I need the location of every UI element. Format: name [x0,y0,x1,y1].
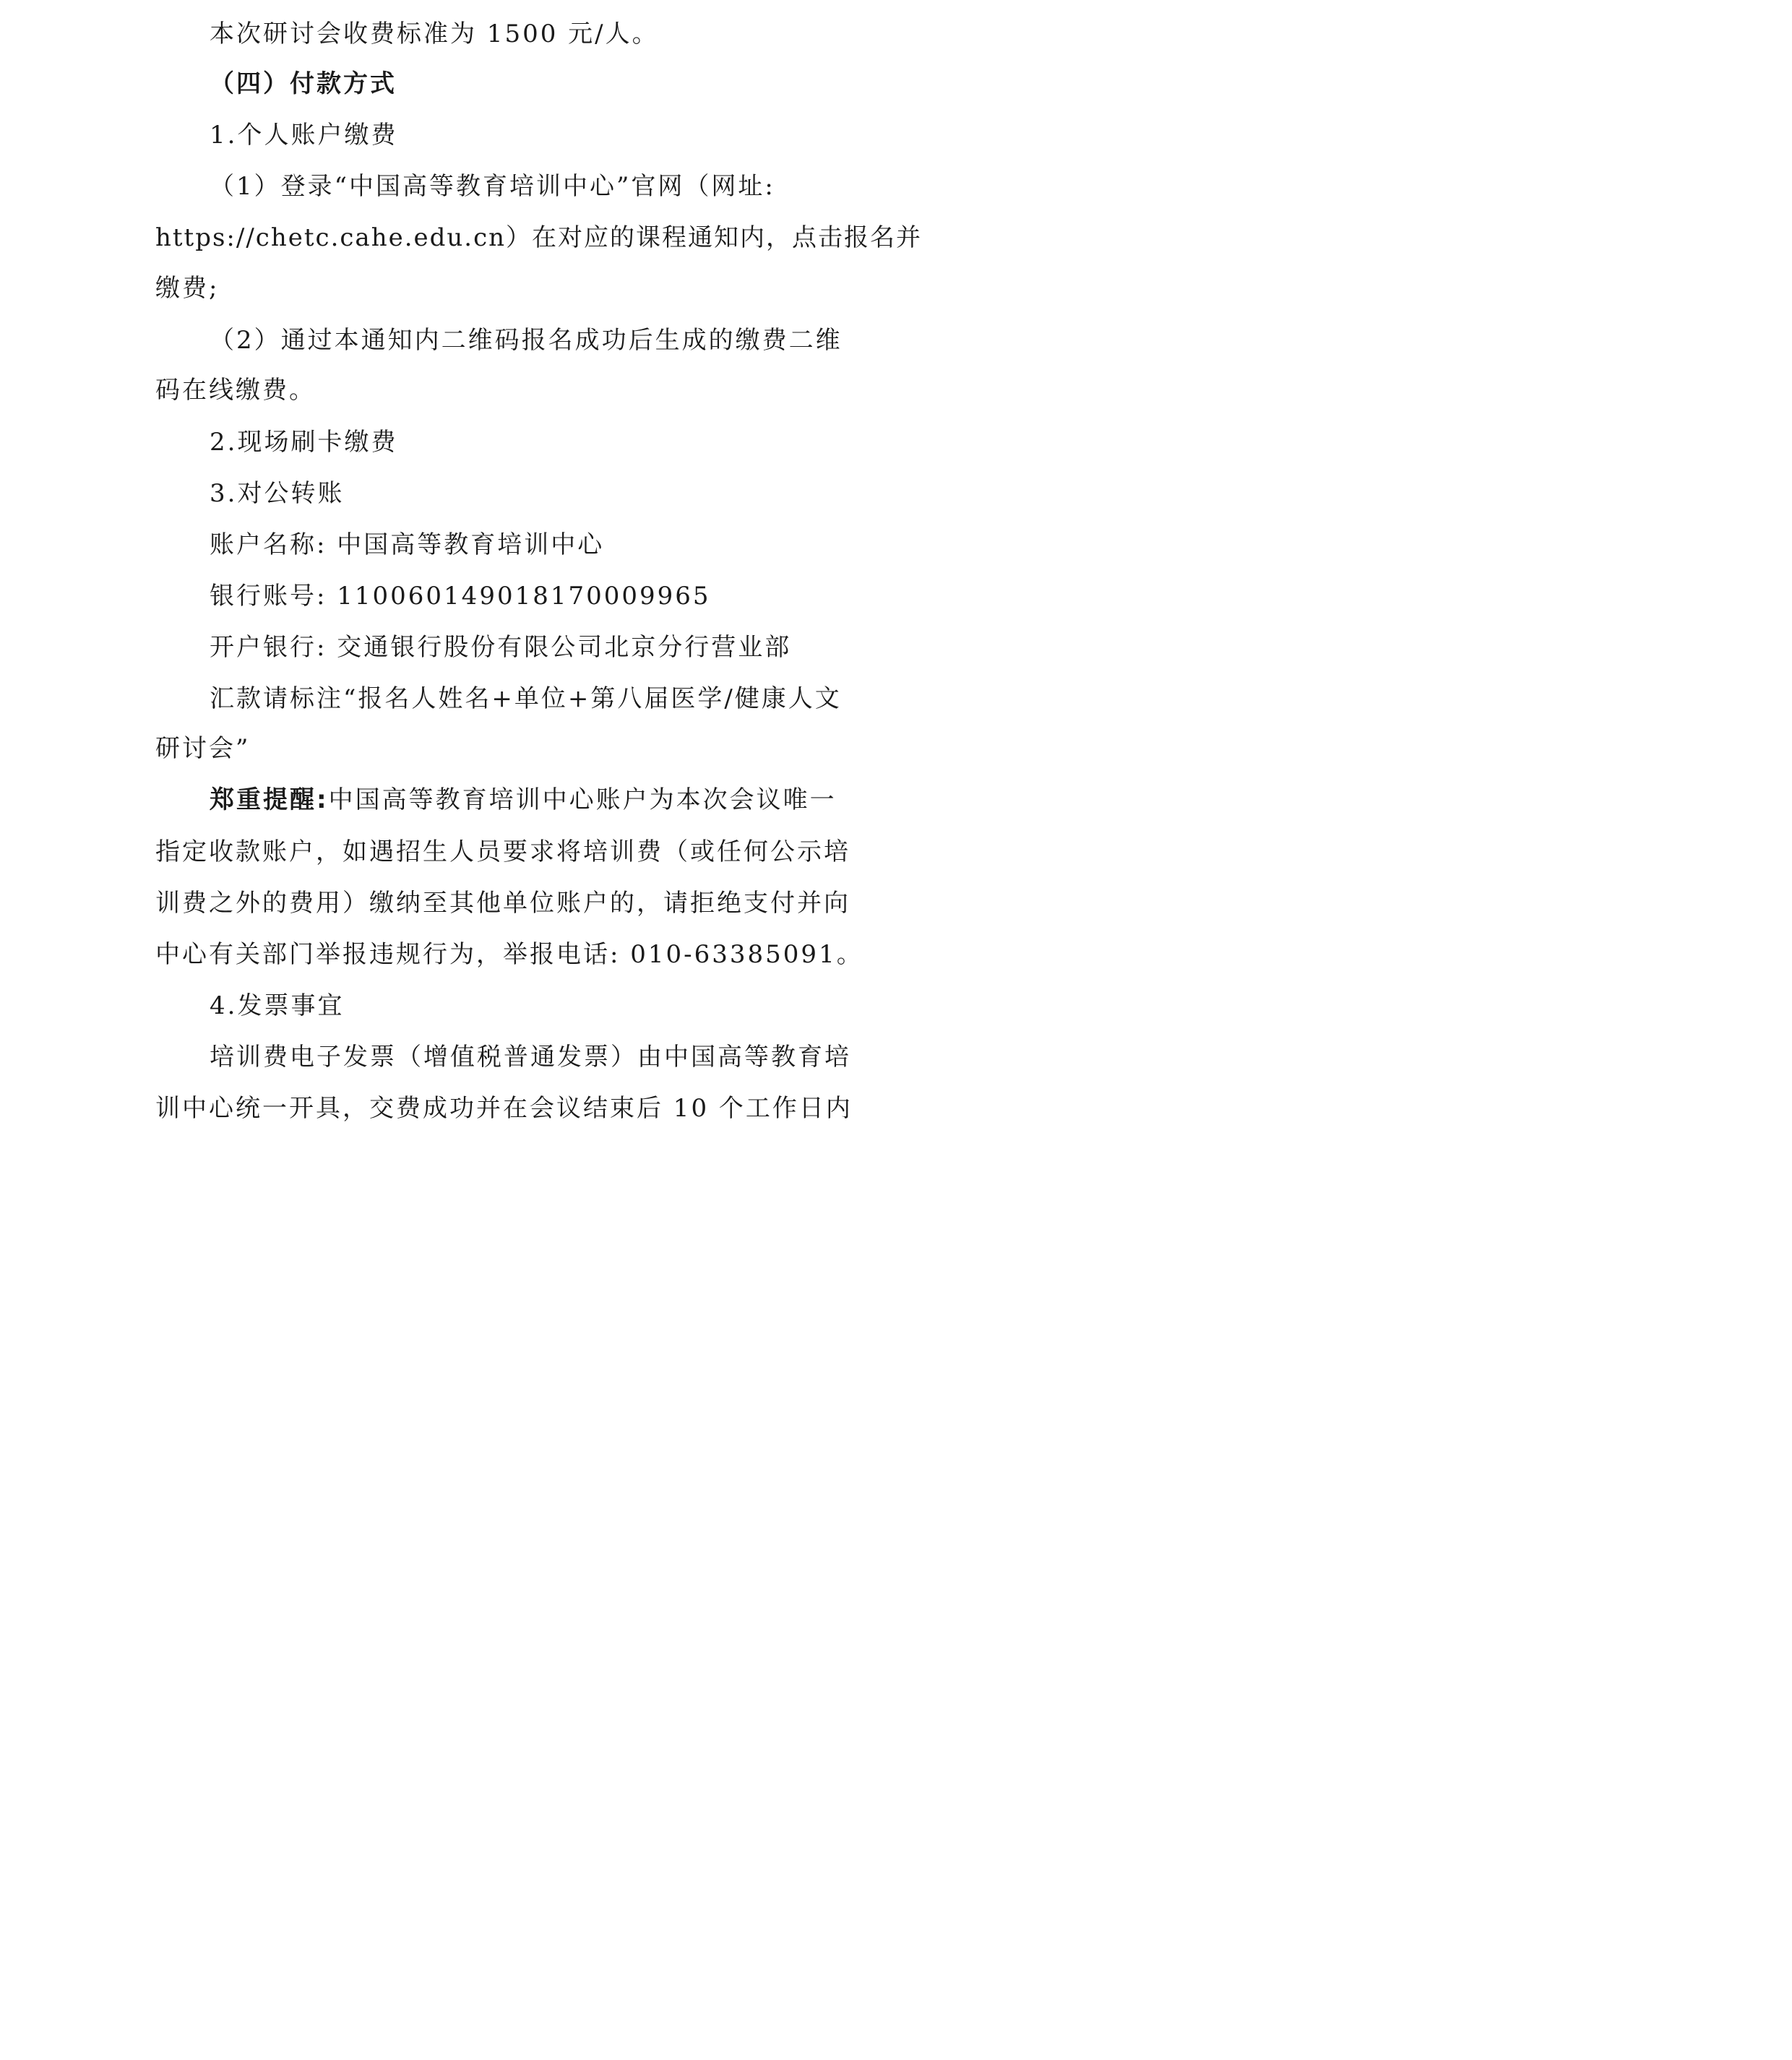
item1-sub1-line1: （1）登录“中国高等教育培训中心”官网（网址: [210,172,775,201]
account-number-text: 银行账号: 110060149018170009965 [210,582,711,611]
remittance-line1: 汇款请标注“报名人姓名+单位+第八届医学/健康人文 [210,684,842,713]
item3-title: 3.对公转账 [210,479,345,508]
section-heading-payment-method: （四）付款方式 [210,69,397,98]
account-name-text: 账户名称: 中国高等教育培训中心 [210,530,605,559]
item2-title: 2.现场刷卡缴费 [210,428,398,457]
reminder-line3: 训费之外的费用）缴纳至其他单位账户的，请拒绝支付并向 [155,889,850,918]
item1-sub1-line3: 缴费; [155,274,220,303]
item1-title: 1.个人账户缴费 [210,121,398,150]
reminder-line4: 中心有关部门举报违规行为，举报电话: 010-63385091。 [155,940,863,969]
invoice-line1: 培训费电子发票（增值税普通发票）由中国高等教育培 [210,1043,851,1072]
bank-name-text: 开户银行: 交通银行股份有限公司北京分行营业部 [210,633,792,662]
reminder-label: 郑重提醒: [210,785,329,814]
item1-sub2-line2: 码在线缴费。 [155,376,316,405]
reminder-line2: 指定收款账户，如遇招生人员要求将培训费（或任何公示培 [155,837,850,866]
item1-sub2-line1: （2）通过本通知内二维码报名成功后生成的缴费二维 [210,326,843,355]
remittance-line2: 研讨会” [155,734,251,763]
item4-title: 4.发票事宜 [210,991,345,1020]
item1-sub1-line2: https://chetc.cahe.edu.cn）在对应的课程通知内，点击报名并 [155,223,923,252]
invoice-line2: 训中心统一开具，交费成功并在会议结束后 10 个工作日内 [155,1094,853,1123]
fee-standard-text: 本次研讨会收费标准为 1500 元/人。 [210,20,659,48]
reminder-line1-rest: 中国高等教育培训中心账户为本次会议唯一 [328,785,837,814]
reminder-line1 [210,784,837,816]
